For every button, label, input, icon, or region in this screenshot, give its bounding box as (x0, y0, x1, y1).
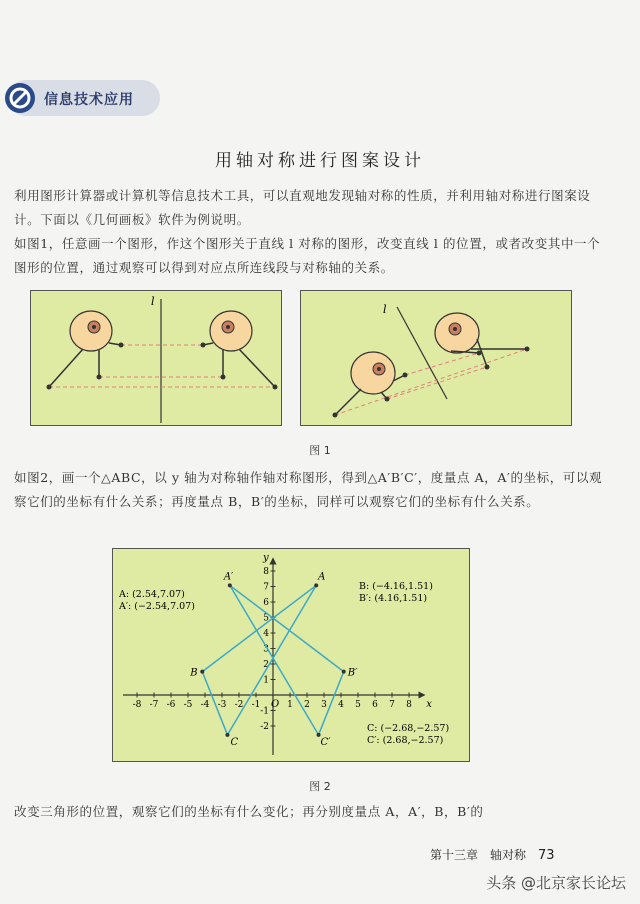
y-tick-label: 7 (263, 582, 269, 593)
point-label-a: A (318, 571, 326, 583)
y-tick-label: 6 (263, 598, 269, 608)
x-tick-label: 5 (355, 700, 361, 710)
figure1-panel-right (300, 290, 572, 426)
coord-label-A: A: (2.54,7.07) (119, 589, 185, 600)
paragraph-intro: 利用图形计算器或计算机等信息技术工具，可以直观地发现轴对称的性质，并利用轴对称进行图案设计。下面以《几何画板》软件为例说明。 (14, 188, 591, 227)
origin-label: O (271, 699, 280, 710)
x-tick-label: -6 (166, 700, 176, 710)
coord-label-B-prime: B′: (4.16,1.51) (359, 593, 428, 604)
x-tick-label: -2 (234, 700, 244, 710)
x-tick-label: -5 (183, 700, 193, 710)
point-c (225, 733, 229, 737)
paragraph-figure1: 如图1，任意画一个图形，作这个图形关于直线 l 对称的图形，改变直线 l 的位置，或者改变其中一个图形的位置，通过观察可以得到对应点所连线段与对称轴的关系。 (14, 236, 601, 275)
section-header-title: 信息技术应用 (44, 92, 134, 108)
y-tick-label: 5 (263, 613, 269, 624)
figure2-caption: 图 2 (309, 780, 331, 793)
figure1-shape-rotated-left (333, 352, 408, 418)
coord-label-B: B: (−4.16,1.51) (359, 581, 433, 592)
x-tick-label: -8 (132, 700, 142, 710)
figure1-panel-left (30, 290, 282, 426)
x-tick-label: 2 (304, 700, 310, 710)
point-b-prime (342, 670, 346, 674)
page-title: 用轴对称进行图案设计 (215, 151, 425, 171)
x-tick-label: 3 (321, 700, 327, 710)
x-axis-label: x (426, 699, 432, 710)
paragraph-figure2: 如图2，画一个△ABC，以 y 轴为对称轴作轴对称图形，得到△A′B′C′，度量点 A，A′的坐标，可以观察它们的坐标有什么关系；再度量点 B，B′的坐标，同样可以观察它们的坐标有什么关系。 (14, 470, 603, 509)
point-a-prime (228, 583, 232, 587)
point-b (200, 670, 204, 674)
x-tick-label: 6 (372, 700, 378, 710)
coord-label-C-prime: C′: (2.68,−2.57) (367, 735, 444, 746)
coord-label-C: C: (−2.68,−2.57) (367, 723, 450, 734)
y-tick-label: -1 (260, 706, 269, 717)
x-tick-label: 1 (287, 700, 293, 710)
point-label-a-prime: A′ (223, 571, 234, 583)
page-footer (430, 846, 555, 863)
figure1-line-label-right: l (383, 303, 387, 316)
y-tick-label: 8 (263, 567, 269, 577)
point-label-c: C (230, 736, 239, 748)
y-tick-label: 4 (263, 629, 269, 639)
y-tick-label: 2 (263, 660, 269, 670)
footer-chapter: 第十三章 轴对称 (430, 848, 527, 862)
point-label-b: B (190, 667, 198, 679)
point-label-c-prime: C′ (320, 736, 331, 748)
x-tick-label: 7 (389, 700, 395, 710)
x-tick-label: 4 (338, 700, 344, 710)
figure1-shape-rotated-right (435, 313, 530, 370)
figure1-shape-reflected (201, 311, 278, 390)
figure2-triangles (189, 571, 358, 747)
watermark: 头条 @北京家长论坛 (486, 874, 626, 892)
y-tick-label: 1 (263, 675, 269, 686)
figure2-coordinate-plane (112, 548, 470, 762)
paragraph-continuation: 改变三角形的位置，观察它们的坐标有什么变化；再分别度量点 A，A′，B，B′的 (14, 804, 484, 819)
y-axis-label: y (263, 552, 269, 564)
figure1-shape-original (47, 311, 124, 390)
coord-label-A-prime: A′: (−2.54,7.07) (119, 601, 195, 612)
x-tick-label: -4 (200, 700, 210, 710)
figure1-line-label-left: l (151, 295, 155, 308)
x-tick-label: -3 (217, 700, 227, 710)
point-label-b-prime: B′ (347, 667, 358, 679)
y-tick-label: 3 (263, 644, 269, 655)
x-tick-label: -1 (251, 700, 261, 710)
info-tech-logo-icon (4, 82, 36, 114)
figure1-caption: 图 1 (309, 444, 331, 457)
point-a (314, 583, 318, 587)
y-tick-label: -2 (260, 722, 269, 732)
page-number: 73 (538, 848, 555, 863)
x-tick-label: 8 (406, 700, 412, 710)
x-tick-label: -7 (149, 700, 159, 710)
